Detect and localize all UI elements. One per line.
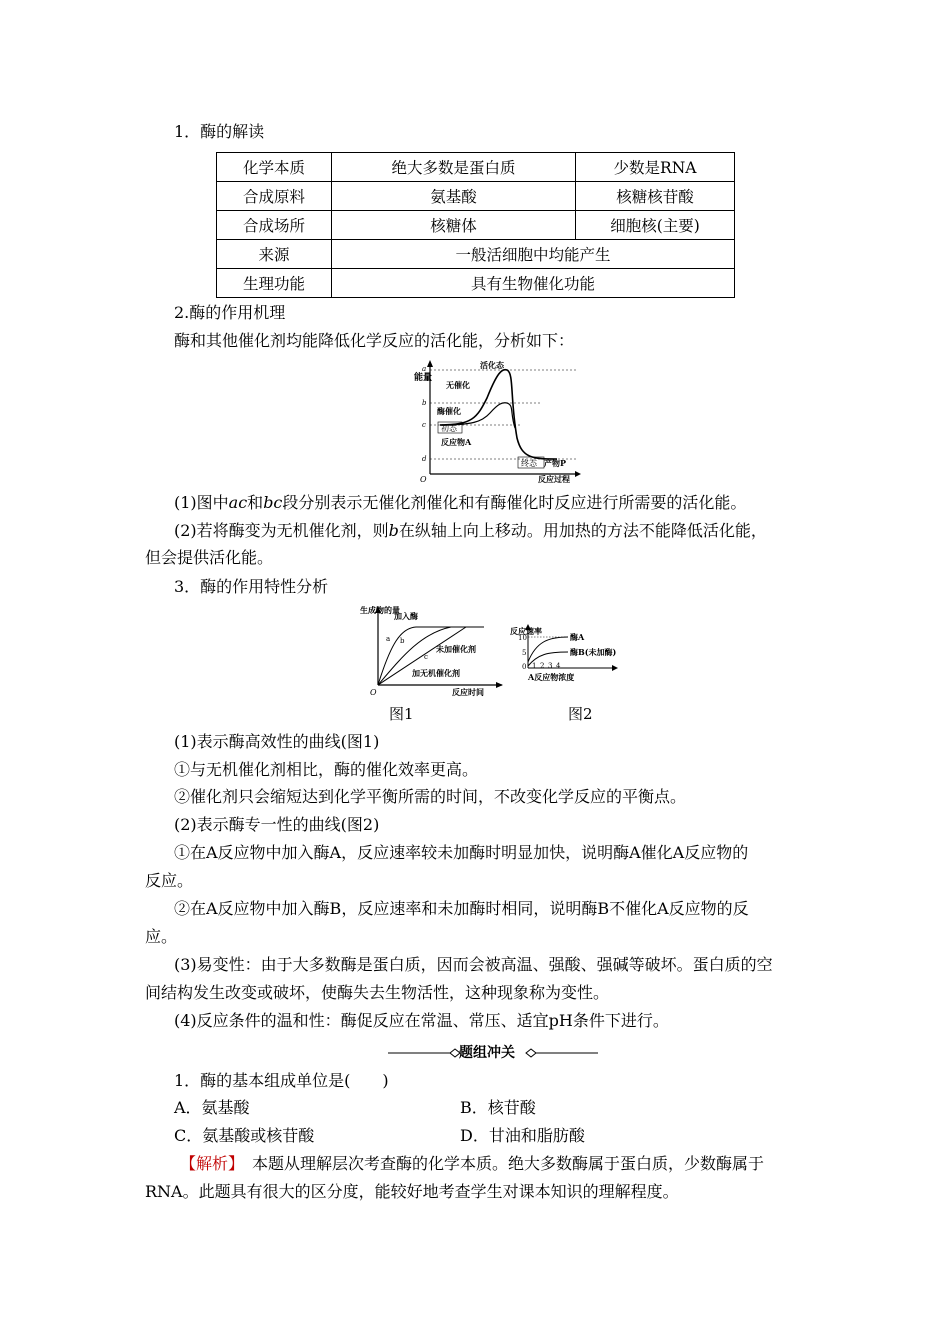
fig1-caption: 图1	[389, 705, 414, 723]
fig1-ylabel: 生成物的量	[360, 605, 400, 615]
figure2-specificity	[508, 622, 620, 688]
origin-label: O	[420, 475, 427, 484]
analysis-label: 【解析】	[180, 1154, 237, 1173]
fig2-xtick: 4	[556, 662, 561, 670]
fig2-xtick: 1	[532, 662, 537, 670]
table-cell: 化学本质	[217, 153, 332, 182]
divider-label: 题组冲关	[459, 1045, 515, 1061]
section3-pc1: (3)易变性：由于大多数酶是蛋白质，因而会被高温、强酸、强碱等破坏。蛋白质的空	[174, 955, 773, 974]
section1-title: 1．酶的解读	[174, 122, 265, 141]
table-cell: 绝大多数是蛋白质	[332, 153, 576, 182]
section3-line: ②催化剂只会缩短达到化学平衡所需的时间，不改变化学反应的平衡点。	[174, 787, 687, 806]
analysis	[180, 1153, 764, 1175]
fig2-caption: 图2	[568, 705, 593, 723]
option-d: D．甘油和脂肪酸	[460, 1126, 585, 1145]
section3-pb1: ②在A反应物中加入酶B，反应速率和未加酶时相同，说明酶B不催化A反应物的反	[174, 899, 749, 918]
table-row	[217, 153, 735, 182]
level-d: d	[422, 455, 427, 463]
section3-pa1: ①在A反应物中加入酶A，反应速率较未加酶时明显加快，说明酶A催化A反应物的	[174, 843, 749, 862]
table-cell: 来源	[217, 240, 332, 269]
table-row	[217, 182, 735, 211]
fig1-xlabel: 反应时间	[452, 687, 484, 697]
activation-energy-figure	[382, 358, 582, 484]
table-cell: 合成原料	[217, 182, 332, 211]
table-cell: 核糖体	[332, 211, 576, 240]
table-cell: 少数是RNA	[576, 153, 735, 182]
fig2-xlabel: A反应物浓度	[528, 672, 575, 682]
table-row	[217, 211, 735, 240]
section2-p2-cont: 但会提供活化能。	[145, 548, 274, 567]
table-row	[217, 240, 735, 269]
fig2-xtick: 2	[540, 662, 545, 670]
fig1-label-inorg: 加无机催化剂	[412, 668, 460, 678]
reactant-label: 反应物A	[441, 437, 472, 447]
section3-title: 3．酶的作用特性分析	[174, 577, 329, 596]
start-box-label: 初态	[441, 424, 457, 433]
table-cell: 核糖核苷酸	[576, 182, 735, 211]
fig2-ytick: 5	[522, 649, 527, 657]
fig1-label-none: 未加催化剂	[436, 644, 476, 654]
section3-pa2: 反应。	[145, 871, 194, 890]
section3-pd: (4)反应条件的温和性：酶促反应在常温、常压、适宜pH条件下进行。	[174, 1011, 669, 1030]
table-cell: 生理功能	[217, 269, 332, 298]
enzyme-table	[216, 152, 735, 298]
fig2-ytick: 10	[518, 634, 527, 642]
fig1-label-enzyme: 加入酶	[394, 611, 418, 621]
x-axis-label: 反应过程	[538, 474, 570, 484]
product-label: 产物P	[544, 458, 567, 468]
option-a: A．氨基酸	[174, 1098, 250, 1117]
fig2-ylabel: 反应速率	[510, 626, 542, 636]
fig1-origin: O	[370, 688, 377, 697]
table-cell: 一般活细胞中均能产生	[332, 240, 735, 269]
section3-line: (1)表示酶高效性的曲线(图1)	[174, 732, 380, 751]
curve2-label: 酶催化	[437, 406, 461, 416]
table-cell: 具有生物催化功能	[332, 269, 735, 298]
section3-pb2: 应。	[145, 927, 178, 946]
table-cell: 合成场所	[217, 211, 332, 240]
end-box-label: 终态	[521, 459, 537, 468]
fig2-ytick: 0	[522, 663, 527, 671]
table-cell: 细胞核(主要)	[576, 211, 735, 240]
level-a: a	[422, 365, 427, 373]
section2-p2: (2)若将酶变为无机催化剂，则b在纵轴上向上移动。用加热的方法不能降低活化能，	[174, 521, 767, 540]
question-1: 1．酶的基本组成单位是( )	[174, 1071, 389, 1090]
peak-label: 活化态	[480, 360, 504, 370]
section3-line: ①与无机催化剂相比，酶的催化效率更高。	[174, 760, 479, 779]
option-c: C．氨基酸或核苷酸	[174, 1126, 315, 1145]
fig1-label-a: a	[386, 635, 391, 643]
y-axis-label: 能量	[414, 373, 433, 383]
section3-pc2: 间结构发生改变或破坏，使酶失去生物活性，这种现象称为变性。	[145, 983, 610, 1002]
section2-intro: 酶和其他催化剂均能降低化学反应的活化能，分析如下：	[174, 331, 575, 350]
section2-p1: (1)图中ac和bc段分别表示无催化剂催化和有酶催化时反应进行所需要的活化能。	[174, 493, 747, 512]
fig2-label-b: 酶B(未加酶)	[570, 647, 617, 657]
level-c: c	[422, 421, 426, 429]
section2-title: 2.酶的作用机理	[174, 303, 286, 322]
fig2-label-a: 酶A	[570, 632, 585, 642]
level-b: b	[422, 399, 427, 407]
figure1-efficiency	[356, 603, 506, 699]
curve1-label: 无催化	[446, 380, 470, 390]
fig2-curve-enzyme-a	[528, 637, 568, 662]
fig1-label-b: b	[400, 637, 405, 645]
option-b: B．核苷酸	[460, 1098, 536, 1117]
fig1-label-c: c	[424, 653, 428, 661]
fig2-xtick: 3	[548, 662, 553, 670]
table-cell: 氨基酸	[332, 182, 576, 211]
analysis-cont: RNA。此题具有很大的区分度，能较好地考查学生对课本知识的理解程度。	[145, 1182, 679, 1201]
section3-line: (2)表示酶专一性的曲线(图2)	[174, 815, 380, 834]
analysis-text: 本题从理解层次考查酶的化学本质。绝大多数酶属于蛋白质，少数酶属于	[236, 1154, 765, 1173]
table-row	[217, 269, 735, 298]
